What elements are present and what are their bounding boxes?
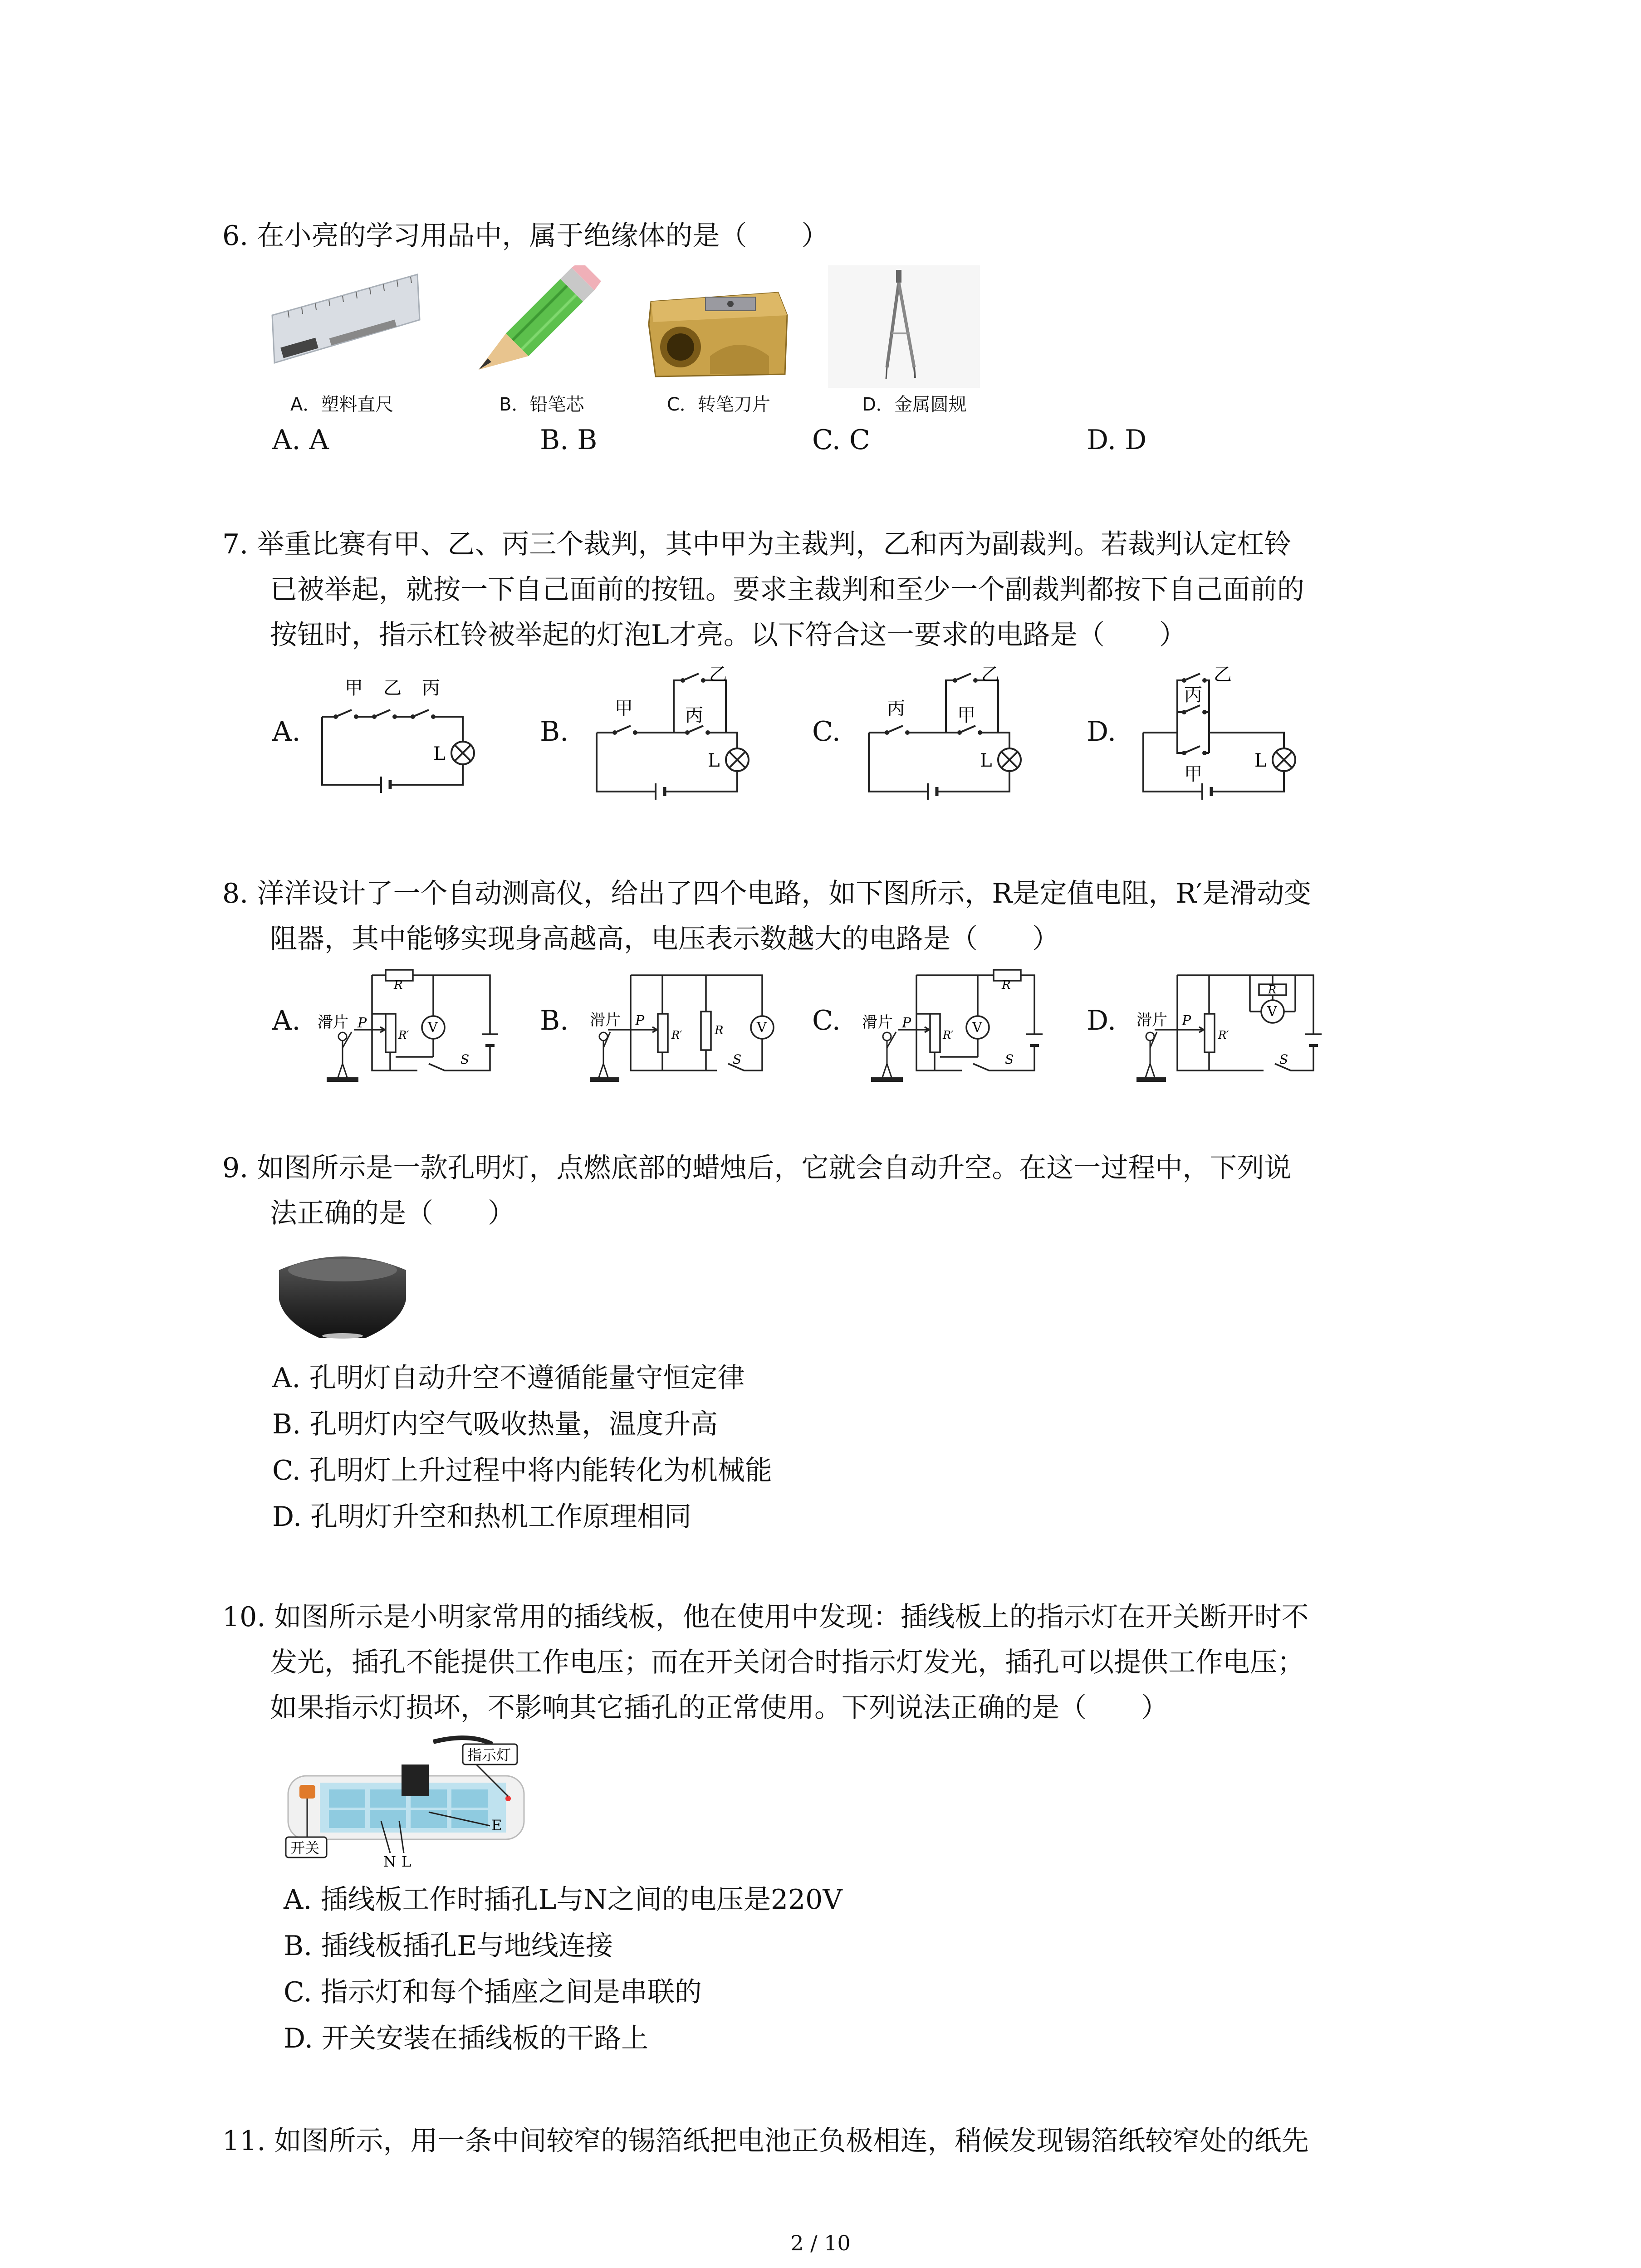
q9-option-d: D. 孔明灯升空和热机工作原理相同 (272, 1501, 692, 1533)
power-strip-image (279, 1733, 533, 1873)
q8c-r: R (1002, 978, 1011, 992)
question-8 (222, 871, 1456, 962)
question-7-line-3: 按钮时，指示杠铃被举起的灯泡L才亮。以下符合这一要求的电路是（ ） (270, 619, 1186, 651)
q7-circuit-b (592, 660, 760, 805)
q10-img-l: L (402, 1853, 411, 1870)
q7c-yi: 乙 (981, 664, 999, 685)
q8-circuit-b (590, 966, 780, 1093)
q7d-bing: 丙 (1184, 684, 1202, 705)
question-10-line-3: 如果指示灯损坏，不影响其它插孔的正常使用。下列说法正确的是（ ） (270, 1692, 1168, 1724)
q10-img-n: N (383, 1853, 396, 1870)
q8a-rp: R′ (398, 1029, 409, 1041)
q7-label-a: A. (272, 716, 301, 748)
q8d-v: V (1267, 1004, 1277, 1020)
q8d-slider: 滑片 (1136, 1011, 1167, 1029)
question-10 (222, 1594, 1456, 1730)
q7d-yi: 乙 (1214, 664, 1232, 685)
q8c-p: P (902, 1015, 911, 1031)
q6-caption-c: C．转笔刀片 (667, 394, 770, 415)
sharpener-image (642, 265, 794, 415)
q8d-s: S (1279, 1052, 1288, 1067)
question-7-line-2: 已被举起，就按一下自己面前的按钮。要求主裁判和至少一个副裁判都按下自己面前的 (270, 574, 1304, 606)
q8c-s: S (1005, 1052, 1014, 1067)
question-8-line-1: 8. 洋洋设计了一个自动测高仪，给出了四个电路，如下图所示，R是定值电阻，R′是滑动变 (222, 878, 1312, 909)
q6-option-b: B. B (540, 424, 598, 456)
q8a-v: V (428, 1020, 438, 1036)
q8c-v: V (972, 1020, 982, 1036)
question-9-line-2: 法正确的是（ ） (270, 1198, 515, 1229)
q10-option-b: B. 插线板插孔E与地线连接 (284, 1930, 613, 1962)
sky-lantern-image (270, 1245, 415, 1349)
q10-option-a: A. 插线板工作时插孔L与N之间的电压是220V (284, 1884, 843, 1916)
q7b-jia: 甲 (615, 698, 633, 719)
q8-label-b: B. (540, 1005, 569, 1036)
q8d-rp: R′ (1218, 1029, 1229, 1041)
compass-image (828, 265, 980, 415)
question-7 (222, 522, 1456, 658)
q7c-jia: 甲 (957, 705, 975, 726)
q7b-yi: 乙 (709, 664, 727, 685)
question-6-stem: 6. 在小亮的学习用品中，属于绝缘体的是（ ） (222, 220, 829, 252)
question-11-line-1: 11. 如图所示，用一条中间较窄的锡箔纸把电池正负极相连，稍候发现锡箔纸较窄处的纸先 (222, 2125, 1309, 2157)
q7a-lamp: L (433, 743, 446, 764)
q7d-jia: 甲 (1184, 764, 1202, 785)
question-10-line-2: 发光，插孔不能提供工作电压；而在开关闭合时指示灯发光，插孔可以提供工作电压； (270, 1647, 1304, 1678)
question-10-line-1: 10. 如图所示是小明家常用的插线板，他在使用中发现：插线板上的指示灯在开关断开时不 (222, 1601, 1309, 1633)
question-7-line-1: 7. 举重比赛有甲、乙、丙三个裁判，其中甲为主裁判，乙和丙为副裁判。若裁判认定杠铃 (222, 528, 1292, 560)
q8b-rp: R′ (671, 1029, 682, 1041)
q8b-v: V (757, 1020, 767, 1036)
q8b-slider: 滑片 (590, 1011, 621, 1029)
q9-option-c: C. 孔明灯上升过程中将内能转化为机械能 (272, 1455, 772, 1486)
q7-circuit-c (864, 660, 1032, 805)
q10-img-switch: 开关 (290, 1839, 320, 1857)
ruler-image (270, 265, 422, 415)
q6-option-a: A. A (272, 424, 329, 456)
q8-circuit-d (1136, 966, 1327, 1093)
q8c-rp: R′ (943, 1029, 954, 1041)
q8-label-c: C. (812, 1005, 841, 1036)
q8-circuit-a (318, 966, 508, 1093)
question-8-line-2: 阻器，其中能够实现身高越高，电压表示数越大的电路是（ ） (270, 923, 1059, 955)
q8a-slider: 滑片 (318, 1013, 348, 1031)
q8d-p: P (1182, 1013, 1191, 1029)
q7-label-d: D. (1087, 716, 1117, 748)
pencil-image (456, 265, 608, 415)
q7-label-b: B. (540, 716, 569, 748)
q6-caption-b: B．铅笔芯 (499, 394, 584, 415)
q7b-lamp: L (708, 750, 720, 771)
q6-option-d: D. D (1087, 424, 1147, 456)
q8d-r: R (1268, 983, 1277, 996)
q7-label-c: C. (812, 716, 841, 748)
question-9 (222, 1145, 1456, 1236)
q7c-bing: 丙 (887, 698, 905, 719)
q7c-lamp: L (980, 750, 992, 771)
q7a-jia: 甲 (345, 678, 363, 699)
question-9-line-1: 9. 如图所示是一款孔明灯，点燃底部的蜡烛后，它就会自动升空。在这一过程中，下列说 (222, 1152, 1292, 1184)
q9-option-b: B. 孔明灯内空气吸收热量，温度升高 (272, 1408, 718, 1440)
q10-option-c: C. 指示灯和每个插座之间是串联的 (284, 1976, 702, 2008)
page-number: 2 / 10 (790, 2231, 851, 2255)
q7-circuit-a (318, 671, 485, 803)
q8a-s: S (460, 1052, 470, 1067)
q8a-p: P (358, 1015, 367, 1031)
q6-caption-a: A．塑料直尺 (290, 394, 394, 415)
q9-option-a: A. 孔明灯自动升空不遵循能量守恒定律 (272, 1362, 745, 1394)
q8a-r: R (394, 978, 403, 992)
q10-option-d: D. 开关安装在插线板的干路上 (284, 2023, 649, 2054)
q7a-yi: 乙 (383, 678, 402, 699)
q8b-s: S (733, 1052, 742, 1067)
question-11 (222, 2118, 1456, 2164)
q7d-lamp: L (1254, 750, 1267, 771)
q8-circuit-c (862, 966, 1053, 1093)
question-6 (222, 213, 1456, 259)
q7b-bing: 丙 (685, 705, 703, 726)
q8b-p: P (635, 1013, 645, 1029)
q6-caption-d: D．金属圆规 (862, 394, 967, 415)
q7-circuit-d (1139, 660, 1307, 805)
q6-option-c: C. C (812, 424, 870, 456)
q10-img-indicator: 指示灯 (467, 1746, 511, 1764)
q10-img-e: E (491, 1817, 502, 1834)
q8-label-a: A. (272, 1005, 301, 1036)
q8c-slider: 滑片 (862, 1013, 893, 1031)
q8-label-d: D. (1087, 1005, 1117, 1036)
q7a-bing: 丙 (422, 678, 440, 699)
q8b-r: R (715, 1024, 724, 1037)
